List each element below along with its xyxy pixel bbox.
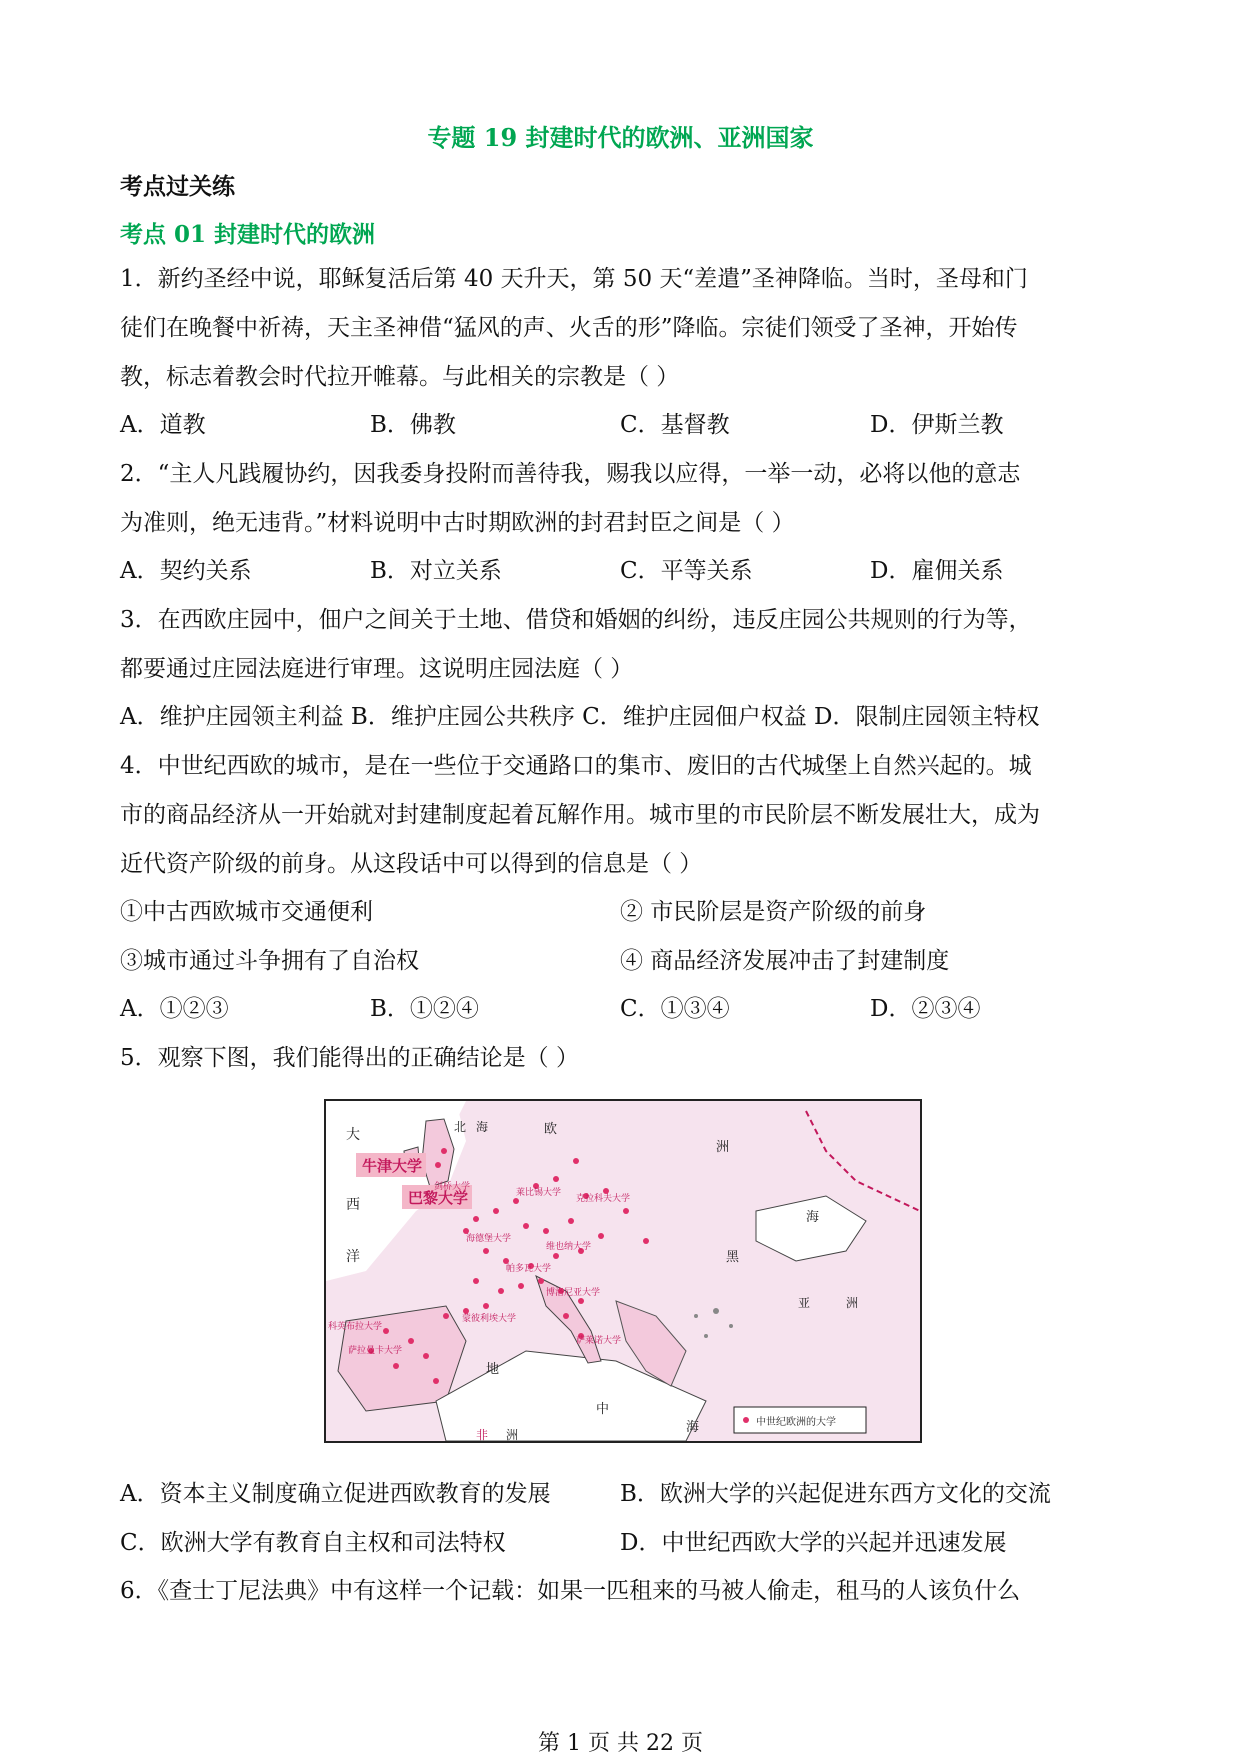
geo-label-black-sea-1: 黑	[726, 1250, 740, 1265]
label-oxford: 牛津大学	[362, 1157, 423, 1175]
geo-label-asia-2: 洲	[846, 1296, 859, 1310]
q2-line-1: 2．“主人凡践履协约，因我委身投附而善待我，赐我以应得，一举一动，必将以他的意志	[120, 461, 1021, 487]
geo-label-europe-2: 洲	[716, 1140, 730, 1155]
island	[729, 1324, 733, 1328]
medieval-universities-map	[324, 1099, 922, 1443]
geo-label-med-1: 地	[486, 1362, 500, 1377]
geo-label-atlantic-2: 西	[346, 1197, 360, 1213]
q2-option-a: A．契约关系	[120, 558, 252, 584]
subsection-heading: 考点 01 封建时代的欧洲	[120, 221, 376, 248]
q4-statement-3: ③城市通过斗争拥有了自治权	[120, 948, 419, 974]
island	[713, 1308, 719, 1314]
geo-label-atlantic-3: 洋	[346, 1249, 360, 1265]
geo-label-med-3: 海	[686, 1420, 700, 1435]
q1-line-2: 徒们在晚餐中祈祷，天主圣神借“猛风的声、火舌的形”降临。宗徒们领受了圣神，开始传	[120, 315, 1018, 341]
label-univ: 萨莱诺大学	[576, 1336, 622, 1346]
geo-label-med-2: 中	[596, 1402, 610, 1417]
geo-label-black-sea-2: 海	[806, 1210, 820, 1225]
label-univ: 维也纳大学	[546, 1242, 592, 1252]
label-univ: 帕多瓦大学	[506, 1264, 552, 1274]
q1-option-d: D．伊斯兰教	[870, 412, 1004, 438]
legend-label: 中世纪欧洲的大学	[756, 1417, 836, 1428]
q4-line-3: 近代资产阶级的前身。从这段话中可以得到的信息是（ ）	[120, 851, 703, 877]
q4-option-d: D．②③④	[870, 996, 981, 1022]
q4-statement-2: ② 市民阶层是资产阶级的前身	[620, 899, 927, 925]
q3-options: A．维护庄园领主利益 B．维护庄园公共秩序 C．维护庄园佃户权益 D．限制庄园领主特权	[120, 704, 1040, 730]
q4-option-a: A．①②③	[120, 996, 229, 1022]
q5-line: 5．观察下图，我们能得出的正确结论是（ ）	[120, 1045, 579, 1071]
geo-label-africa-1: 非	[476, 1428, 489, 1441]
q5-option-d: D．中世纪西欧大学的兴起并迅速发展	[620, 1530, 1007, 1556]
label-univ: 萨拉曼卡大学	[348, 1346, 403, 1356]
legend-dot	[743, 1417, 749, 1423]
geo-label-africa-2: 洲	[506, 1428, 519, 1441]
q4-statement-4: ④ 商品经济发展冲击了封建制度	[620, 948, 950, 974]
page-footer: 第 1 页 共 22 页	[538, 1731, 703, 1756]
q4-line-2: 市的商品经济从一开始就对封建制度起着瓦解作用。城市里的市民阶层不断发展壮大，成为	[120, 802, 1040, 828]
q1-line-3: 教，标志着教会时代拉开帷幕。与此相关的宗教是（ ）	[120, 364, 680, 390]
page-title: 专题 19 封建时代的欧洲、亚洲国家	[427, 123, 814, 152]
q1-option-a: A．道教	[120, 412, 206, 438]
q3-line-2: 都要通过庄园法庭进行审理。这说明庄园法庭（ ）	[120, 656, 634, 682]
q2-option-c: C．平等关系	[620, 558, 753, 584]
label-univ: 科英布拉大学	[328, 1322, 383, 1332]
q3-line-1: 3．在西欧庄园中，佃户之间关于土地、借贷和婚姻的纠纷，违反庄园公共规则的行为等，	[120, 607, 1032, 633]
island	[694, 1314, 698, 1318]
island	[704, 1334, 708, 1338]
q2-option-d: D．雇佣关系	[870, 558, 1004, 584]
geo-label-europe-1: 欧	[544, 1122, 558, 1137]
geo-label-asia-1: 亚	[798, 1296, 811, 1310]
geo-label-north-sea-2: 海	[476, 1120, 489, 1134]
geo-label-atlantic-1: 大	[346, 1127, 360, 1143]
q5-option-b: B．欧洲大学的兴起促进东西方文化的交流	[620, 1481, 1051, 1507]
label-univ: 蒙彼利埃大学	[462, 1314, 517, 1324]
q5-option-c: C．欧洲大学有教育自主权和司法特权	[120, 1530, 506, 1556]
label-univ: 剑桥大学	[434, 1182, 471, 1192]
map-drawing	[326, 1101, 920, 1441]
q6-line: 6．《查士丁尼法典》中有这样一个记载：如果一匹租来的马被人偷走，租马的人该负什么	[120, 1578, 1021, 1604]
section-heading: 考点过关练	[120, 173, 235, 200]
q4-line-1: 4．中世纪西欧的城市，是在一些位于交通路口的集市、废旧的古代城堡上自然兴起的。城	[120, 753, 1032, 779]
q2-option-b: B．对立关系	[370, 558, 502, 584]
label-univ: 博洛尼亚大学	[546, 1288, 601, 1298]
q1-option-c: C．基督教	[620, 412, 730, 438]
q1-line-1: 1．新约圣经中说，耶稣复活后第 40 天升天，第 50 天“差遣”圣神降临。当时，圣母和门	[120, 266, 1028, 292]
label-univ: 海德堡大学	[466, 1234, 512, 1244]
q2-line-2: 为准则，绝无违背。”材料说明中古时期欧洲的封君封臣之间是（ ）	[120, 510, 795, 536]
q5-option-a: A．资本主义制度确立促进西欧教育的发展	[120, 1481, 551, 1507]
label-univ: 克拉科夫大学	[576, 1194, 631, 1204]
q4-option-b: B．①②④	[370, 996, 479, 1022]
label-univ: 莱比锡大学	[516, 1188, 562, 1198]
q4-option-c: C．①③④	[620, 996, 730, 1022]
q1-option-b: B．佛教	[370, 412, 456, 438]
label-paris: 巴黎大学	[408, 1189, 469, 1207]
q4-statement-1: ①中古西欧城市交通便利	[120, 899, 373, 925]
geo-label-north-sea-1: 北	[454, 1120, 467, 1134]
